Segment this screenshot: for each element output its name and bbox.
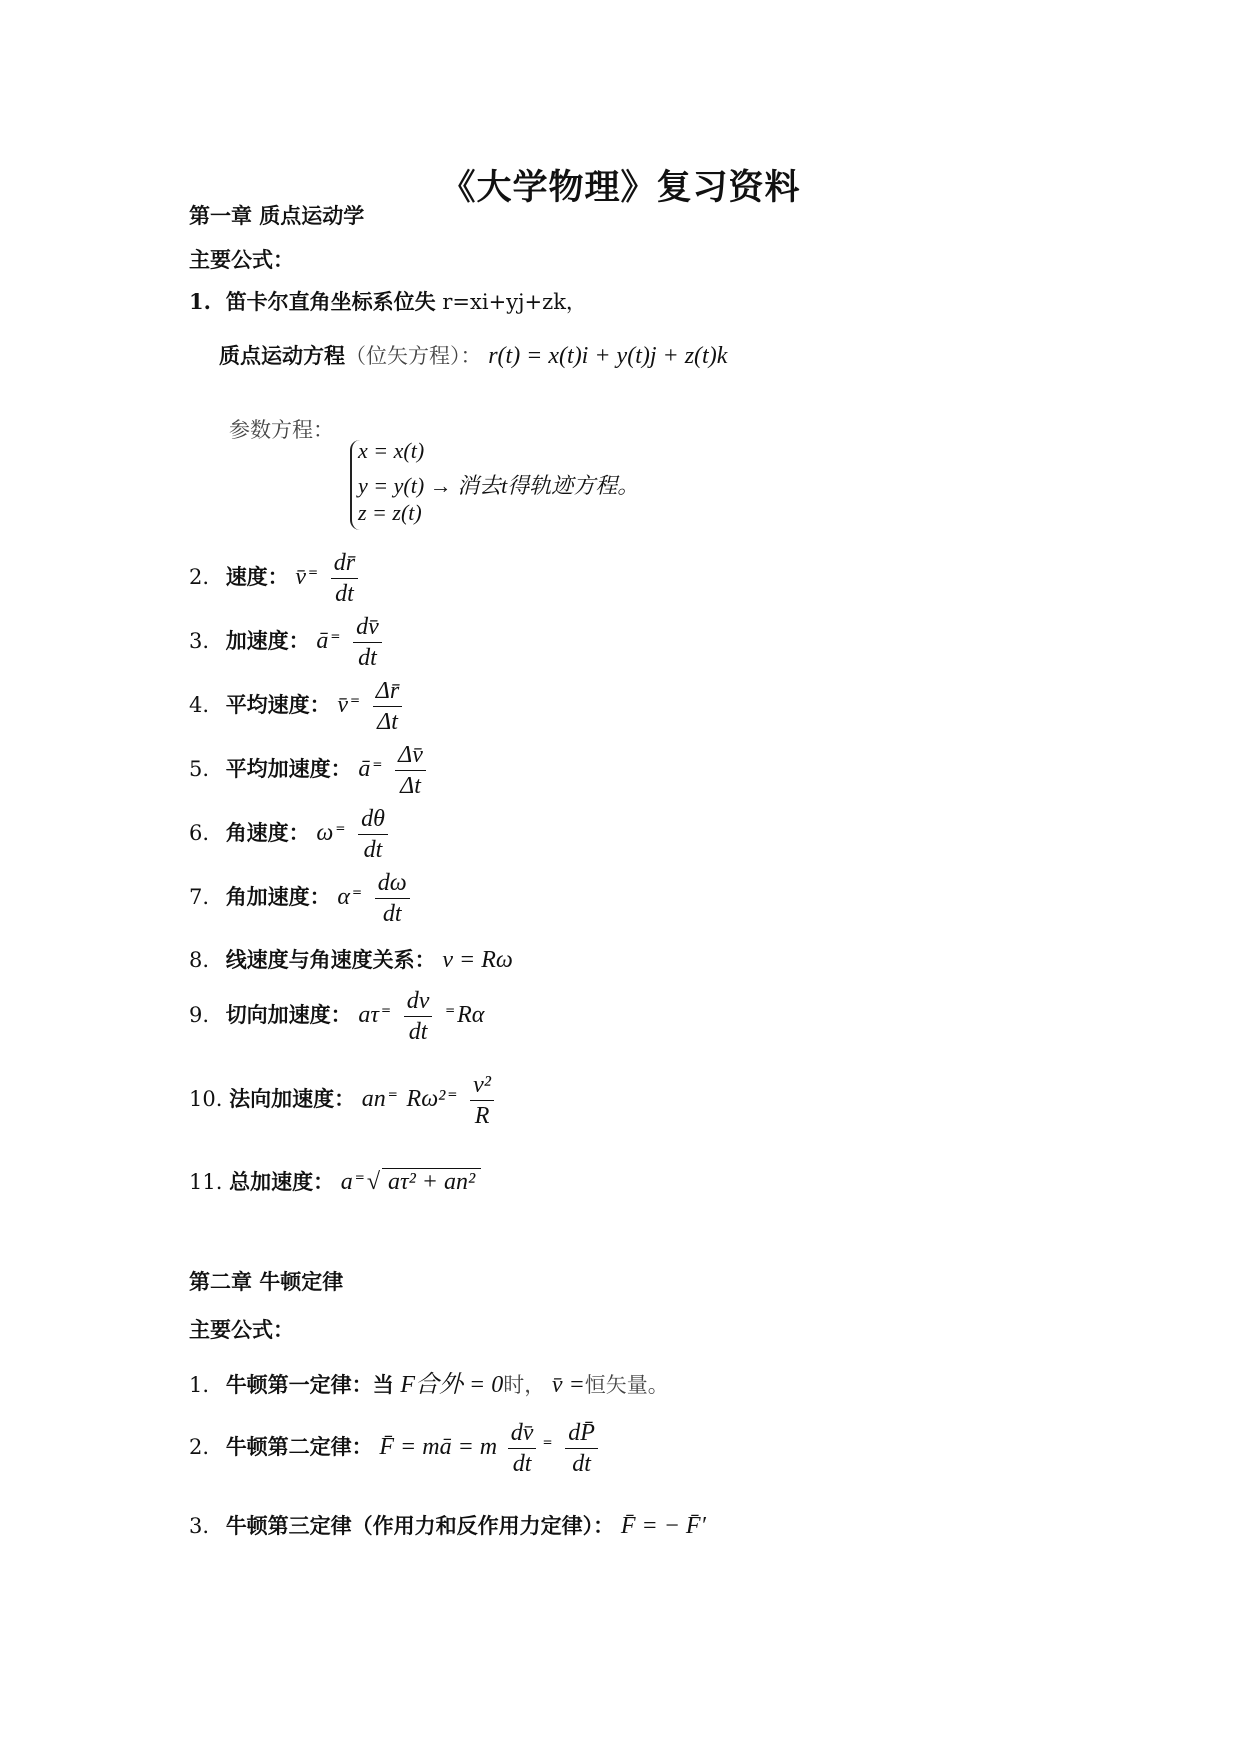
parametric-label: 参数方程： [229, 418, 334, 442]
numerator: Δv̄ [395, 740, 426, 771]
denominator: dt [572, 1451, 591, 1477]
numerator: dθ [358, 804, 388, 835]
motion-equation-formula: r(t) = x(t)i + y(t)j + z(t)k [488, 343, 728, 369]
item-label: 切向加速度： [225, 1002, 352, 1027]
equals-icon: = [351, 885, 363, 899]
item-label: 总加速度： [229, 1169, 335, 1194]
law-text: 时， [503, 1373, 546, 1397]
formula-item-8 [189, 944, 513, 974]
document-title: 《大学物理》复习资料 [440, 167, 801, 208]
formula-lhs: v̄ [295, 564, 307, 590]
denominator: dt [408, 1019, 428, 1045]
item-label: 线速度与角速度关系： [225, 947, 436, 972]
denominator: dt [363, 837, 383, 863]
sqrt-icon: √ [366, 1169, 381, 1195]
item-label: 角加速度： [225, 884, 331, 909]
law-text: 恒矢量。 [584, 1373, 669, 1397]
fraction [375, 868, 410, 929]
item-label: 加速度： [225, 628, 310, 653]
numerator: dv̄ [508, 1418, 537, 1449]
formula-lhs: aτ [358, 1002, 379, 1028]
formula-item-3 [189, 612, 386, 673]
item-number: 6. [189, 821, 210, 845]
denominator: dt [512, 1451, 532, 1477]
sqrt-content: aτ² + an² [382, 1168, 481, 1196]
item-number: 1. [189, 1373, 210, 1397]
fraction [508, 1418, 537, 1479]
numerator: dω [375, 868, 410, 899]
newton-law-1 [189, 1364, 669, 1399]
equals-icon: = [372, 757, 383, 771]
formula-item-6 [189, 804, 392, 865]
denominator: dt [382, 901, 402, 927]
formula-item-9 [189, 986, 484, 1047]
parametric-z: z = z(t) [358, 500, 422, 525]
equals-icon: = [542, 1435, 553, 1449]
formula-item-7 [189, 868, 414, 929]
equals-icon: = [387, 1087, 398, 1101]
fraction [353, 612, 382, 673]
item-number: 8. [189, 948, 210, 972]
formula-item-11 [189, 1166, 481, 1196]
formula-rhs: Rα [457, 1002, 485, 1028]
equals-icon: = [354, 1170, 365, 1184]
formula-item-10 [189, 1070, 498, 1131]
numerator: dr̄ [331, 548, 358, 579]
net-force-formula: F合外 = 0 [400, 1372, 504, 1398]
numerator: dP̄ [565, 1418, 598, 1449]
fraction [331, 548, 358, 609]
formula-lhs: ω [316, 820, 334, 846]
numerator: v² [470, 1070, 494, 1101]
newton-law-3 [189, 1510, 706, 1540]
motion-equation-line [219, 340, 727, 370]
item-number: 7. [189, 885, 210, 909]
law-text: 当 [372, 1372, 394, 1397]
equals-icon: = [380, 1003, 392, 1017]
item-number: 3. [189, 1514, 210, 1538]
formula-lhs: a [340, 1169, 353, 1195]
fraction [470, 1070, 494, 1131]
item-number: 5. [189, 757, 210, 781]
numerator: dv [404, 986, 433, 1017]
item-number: 1. [189, 289, 211, 314]
equals-icon: = [335, 821, 346, 835]
formula-item-1 [189, 286, 587, 316]
item-number: 11. [189, 1170, 223, 1194]
formula-lhs: v̄ [337, 692, 349, 718]
item-number: 3. [189, 629, 210, 653]
item-number: 10. [189, 1087, 223, 1111]
item-label: 法向加速度： [229, 1086, 356, 1111]
parametric-y: y = y(t) → 消去t得轨迹方程。 [358, 473, 640, 498]
equals-icon: = [447, 1087, 458, 1101]
formula-mid: Rω² [406, 1086, 446, 1112]
equals-icon: = [445, 1003, 456, 1017]
item-number: 4. [189, 693, 210, 717]
parametric-x: x = x(t) [358, 438, 425, 463]
item-number: 9. [189, 1003, 210, 1027]
denominator: dt [358, 645, 377, 671]
item-label: 笛卡尔直角坐标系位失 [225, 289, 436, 314]
formula-lhs: ā [316, 628, 329, 654]
denominator: dt [335, 581, 354, 607]
denominator: Δt [400, 773, 421, 799]
equals-icon: = [350, 693, 361, 707]
item-label: 牛顿第三定律（作用力和反作用力定律）： [225, 1513, 615, 1538]
item-label: 质点运动方程 [219, 343, 345, 368]
position-vector-formula: r=xi+yj+zk， [442, 290, 587, 314]
item-label: 牛顿第一定律： [225, 1372, 373, 1397]
linear-angular-formula: v = Rω [442, 947, 513, 973]
item-label: 平均加速度： [225, 756, 352, 781]
denominator: R [474, 1103, 490, 1129]
item-label: 角速度： [225, 820, 310, 845]
formula-item-5 [189, 740, 430, 801]
formula-lhs: F̄ = mā = m [379, 1434, 498, 1460]
fraction [404, 986, 433, 1047]
item-note: （位矢方程）： [345, 344, 482, 368]
newton-law-2 [189, 1418, 602, 1479]
numerator: Δr̄ [373, 676, 402, 707]
formula-item-4 [189, 676, 406, 737]
fraction [395, 740, 426, 801]
item-label: 平均速度： [225, 692, 331, 717]
formula-lhs: an [361, 1086, 386, 1112]
chapter-2-heading: 第二章 牛顿定律 [189, 1269, 344, 1294]
item-number: 2. [189, 565, 210, 589]
formula-lhs: α [337, 884, 350, 910]
fraction [358, 804, 388, 865]
item-number: 2. [189, 1435, 210, 1459]
chapter-2-subheading: 主要公式： [189, 1317, 294, 1342]
fraction [565, 1418, 598, 1479]
denominator: Δt [377, 709, 398, 735]
equals-icon: = [330, 629, 341, 643]
chapter-1-subheading: 主要公式： [189, 247, 294, 272]
item-label: 牛顿第二定律： [225, 1434, 373, 1459]
formula-item-2 [189, 548, 362, 609]
action-reaction-formula: F̄ = − F̄′ [620, 1513, 706, 1539]
fraction [373, 676, 402, 737]
formula-lhs: ā [358, 756, 371, 782]
chapter-1-heading: 第一章 质点运动学 [189, 203, 365, 228]
numerator: dv̄ [353, 612, 382, 643]
velocity-formula: v̄ = [551, 1372, 585, 1398]
equals-icon: = [308, 565, 319, 579]
item-label: 速度： [225, 564, 289, 589]
